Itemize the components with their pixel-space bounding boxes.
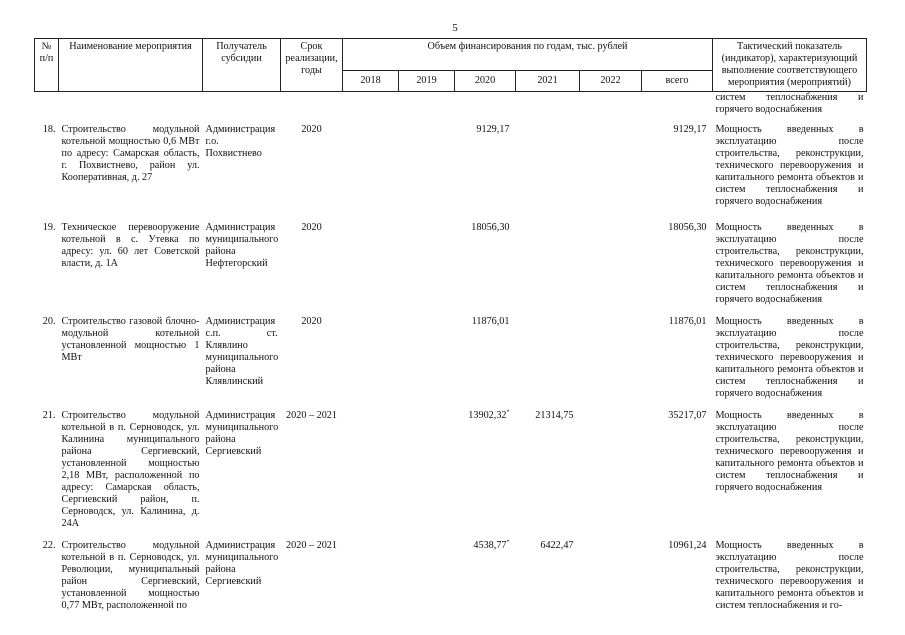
funding-2021 bbox=[516, 208, 580, 306]
funding-2020-value: 4538,77 bbox=[473, 540, 507, 551]
row-number: 21. bbox=[42, 410, 56, 421]
funding-total: 9129,17 bbox=[673, 124, 707, 135]
funding-2019 bbox=[399, 306, 455, 400]
subsidy-recipient: Администрация муниципального района Нефтегорский bbox=[205, 222, 279, 269]
header-total: всего bbox=[642, 70, 713, 91]
header-name: Наименование мероприятия bbox=[59, 39, 203, 92]
funding-2020 bbox=[455, 400, 516, 530]
funding-2020 bbox=[455, 208, 516, 306]
header-year-2018: 2018 bbox=[343, 70, 399, 91]
carryover-indicator: систем теплоснабжения и горячего водоснабжения bbox=[715, 92, 864, 115]
funding-total: 18056,30 bbox=[668, 222, 707, 233]
activity-name: Строительство модульной котельной в п. Серноводск, ул. Калинина муниципального района Сергиевский, установленной мощностью 2,18 МВт, расположенной по адресу: Самарская область, Сергиевский район, п. Серноводск, ул. Калинина, д. 24А bbox=[61, 410, 200, 529]
activity-name: Строительство модульной котельной мощностью 0,6 МВт по адресу: Самарская область, г. Похвистнево, район ул. Кооперативная, д. 27 bbox=[61, 124, 200, 183]
funding-2020-value: 13902,32 bbox=[468, 410, 507, 421]
header-year-2019: 2019 bbox=[399, 70, 455, 91]
tactical-indicator: Мощность введенных в эксплуатацию после строительства, реконструкции, технического перевооружения и капитального ремонта объектов и систем теплоснабжения и го- bbox=[715, 540, 864, 611]
funding-2022 bbox=[580, 400, 642, 530]
funding-2018 bbox=[343, 208, 399, 306]
footnote-mark: * bbox=[506, 409, 510, 416]
table-row bbox=[35, 400, 867, 530]
activity-name: Строительство модульной котельной в п. Серноводск, ул. Революции, муниципальный район Сергиевский, установленной мощностью 0,77 МВт, расположенной по bbox=[61, 540, 200, 611]
funding-2022 bbox=[580, 530, 642, 612]
activity-name: Строительство газовой блочно-модульной котельной установленной мощностью 1 МВт bbox=[61, 316, 200, 363]
funding-2020 bbox=[455, 306, 516, 400]
funding-2018 bbox=[343, 530, 399, 612]
header-recipient: Получатель субсидии bbox=[203, 39, 281, 92]
funding-2021: 6422,47 bbox=[540, 540, 574, 551]
funding-table bbox=[34, 38, 867, 612]
funding-total: 11876,01 bbox=[668, 316, 707, 327]
subsidy-recipient: Администрация г.о. Похвистнево bbox=[205, 124, 276, 159]
funding-2022 bbox=[580, 116, 642, 208]
funding-2022 bbox=[580, 306, 642, 400]
funding-2019 bbox=[399, 400, 455, 530]
header-row-top bbox=[35, 39, 867, 71]
header-num: № п/п bbox=[35, 39, 59, 92]
funding-2022 bbox=[580, 208, 642, 306]
row-number: 20. bbox=[42, 316, 56, 327]
table-row bbox=[35, 208, 867, 306]
funding-2018 bbox=[343, 306, 399, 400]
funding-2019 bbox=[399, 530, 455, 612]
tactical-indicator: Мощность введенных в эксплуатацию после строительства, реконструкции, технического перевооружения и капитального ремонта объектов и систем теплоснабжения и горячего водоснабжения bbox=[715, 222, 864, 305]
funding-total: 35217,07 bbox=[668, 410, 707, 421]
row-number: 18. bbox=[42, 124, 56, 135]
implementation-term: 2020 – 2021 bbox=[286, 540, 337, 551]
funding-2019 bbox=[399, 208, 455, 306]
funding-2020-value: 11876,01 bbox=[471, 316, 510, 327]
subsidy-recipient: Администрация муниципального района Сергиевский bbox=[205, 540, 279, 587]
funding-2018 bbox=[343, 400, 399, 530]
funding-2021 bbox=[516, 116, 580, 208]
implementation-term: 2020 – 2021 bbox=[286, 410, 337, 421]
funding-2020-value: 9129,17 bbox=[476, 124, 510, 135]
footnote-mark: * bbox=[506, 539, 510, 546]
header-funding: Объем финансирования по годам, тыс. рублей bbox=[343, 39, 713, 71]
implementation-term: 2020 bbox=[301, 222, 322, 233]
header-year-2022: 2022 bbox=[580, 70, 642, 91]
header-term: Срок реализации, годы bbox=[281, 39, 343, 92]
page-number: 5 bbox=[452, 22, 458, 34]
funding-2019 bbox=[399, 116, 455, 208]
table-row bbox=[35, 530, 867, 612]
tactical-indicator: Мощность введенных в эксплуатацию после строительства, реконструкции, технического перевооружения и капитального ремонта объектов и систем теплоснабжения и горячего водоснабжения bbox=[715, 410, 864, 493]
funding-2021 bbox=[516, 306, 580, 400]
subsidy-recipient: Администрация с.п. ст. Клявлино муниципального района Клявлинский bbox=[205, 316, 279, 387]
table-row bbox=[35, 116, 867, 208]
header-indicator: Тактический показатель (индикатор), характеризующий выполнение соответствующего мероприятия (мероприятий) bbox=[713, 39, 867, 92]
tactical-indicator: Мощность введенных в эксплуатацию после строительства, реконструкции, технического перевооружения и капитального ремонта объектов и систем теплоснабжения и горячего водоснабжения bbox=[715, 316, 864, 399]
tactical-indicator: Мощность введенных в эксплуатацию после строительства, реконструкции, технического перевооружения и капитального ремонта объектов и систем теплоснабжения и горячего водоснабжения bbox=[715, 124, 864, 207]
table-row bbox=[35, 306, 867, 400]
activity-name: Техническое перевооружение котельной в с. Утевка по адресу: ул. 60 лет Советской власти, д. 1А bbox=[61, 222, 200, 269]
funding-2020-value: 18056,30 bbox=[471, 222, 510, 233]
funding-2018 bbox=[343, 116, 399, 208]
row-number: 19. bbox=[42, 222, 56, 233]
funding-2021: 21314,75 bbox=[535, 410, 574, 421]
row-number: 22. bbox=[42, 540, 56, 551]
header-year-2020: 2020 bbox=[455, 70, 516, 91]
header-year-2021: 2021 bbox=[516, 70, 580, 91]
funding-2020 bbox=[455, 116, 516, 208]
funding-2020 bbox=[455, 530, 516, 612]
implementation-term: 2020 bbox=[301, 316, 322, 327]
funding-total: 10961,24 bbox=[668, 540, 707, 551]
subsidy-recipient: Администрация муниципального района Сергиевский bbox=[205, 410, 279, 457]
carryover-row bbox=[35, 92, 867, 117]
implementation-term: 2020 bbox=[301, 124, 322, 135]
